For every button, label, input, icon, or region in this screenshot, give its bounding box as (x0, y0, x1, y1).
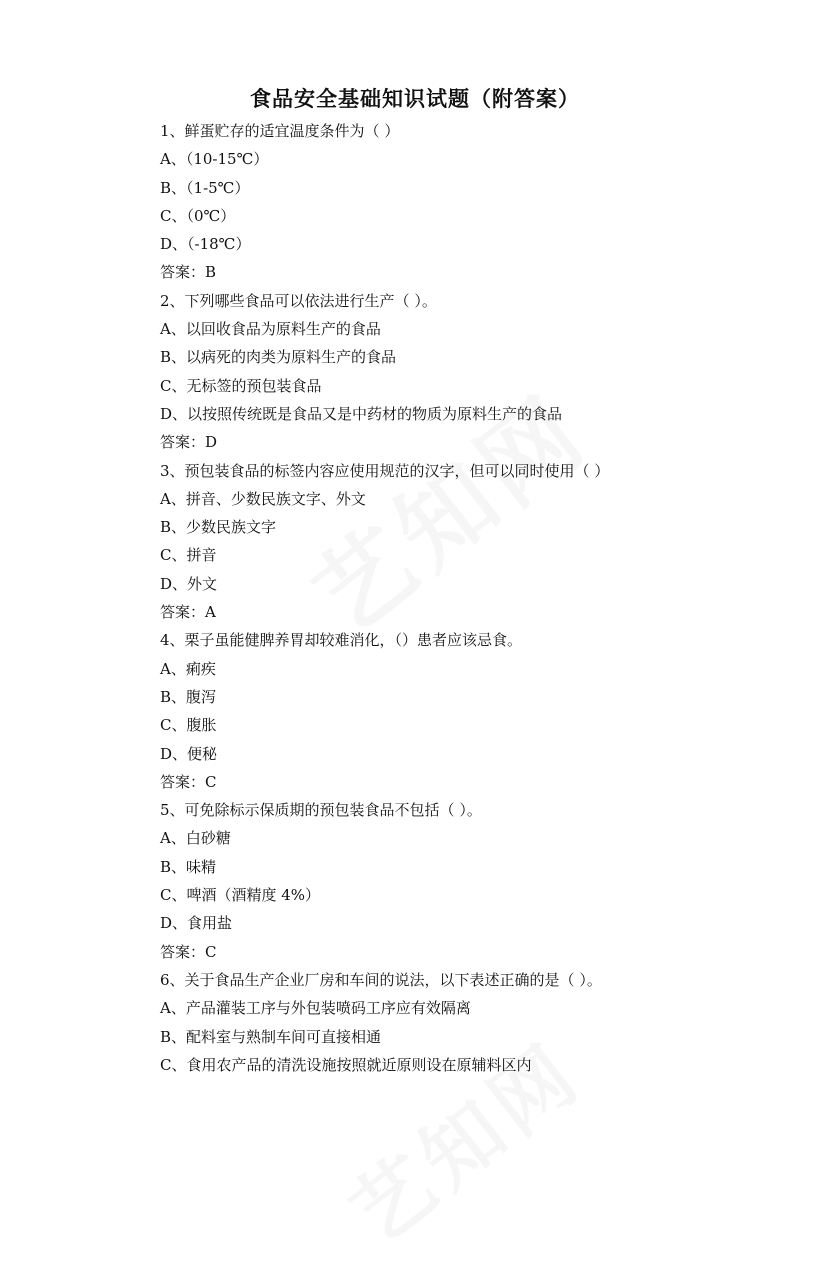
question-text: 2、下列哪些食品可以依法进行生产（ ）。 (160, 291, 437, 310)
option-text: B、配料室与熟制车间可直接相通 (160, 1027, 382, 1046)
answer-text: 答案：C (160, 772, 217, 791)
option-text: C、拼音 (160, 546, 217, 565)
option-text: D、（-18℃） (160, 235, 251, 254)
answer-text: 答案：C (160, 942, 217, 961)
option-text: B、少数民族文字 (160, 518, 277, 537)
question-text: 6、关于食品生产企业厂房和车间的说法，以下表述正确的是（ ）。 (160, 970, 602, 989)
question-text: 5、可免除标示保质期的预包装食品不包括（ ）。 (160, 801, 482, 820)
option-text: A、（10-15℃） (160, 150, 269, 169)
option-text: A、痢疾 (160, 659, 216, 678)
question-text: 1、鲜蛋贮存的适宜温度条件为（ ） (160, 122, 400, 140)
option-text: B、味精 (160, 857, 217, 876)
option-text: D、食用盐 (160, 914, 233, 933)
question-text: 4、栗子虽能健脾养胃却较难消化，（）患者应该忌食。 (160, 631, 523, 650)
option-text: C、腹胀 (160, 716, 217, 735)
question-text: 3、预包装食品的标签内容应使用规范的汉字，但可以同时使用（ ） (160, 461, 610, 480)
option-text: A、产品灌装工序与外包装喷码工序应有效隔离 (160, 999, 471, 1018)
option-text: C、啤酒（酒精度 4%） (160, 886, 321, 905)
option-text: C、食用农产品的清洗设施按照就近原则设在原辅料区内 (160, 1055, 532, 1074)
option-text: D、便秘 (160, 744, 218, 763)
option-text: B、以病死的肉类为原料生产的食品 (160, 348, 397, 367)
option-text: A、以回收食品为原料生产的食品 (160, 320, 381, 339)
option-text: B、腹泻 (160, 687, 217, 706)
option-text: A、白砂糖 (160, 829, 231, 848)
option-text: B、（1-5℃） (160, 178, 250, 197)
option-text: C、（0℃） (160, 206, 236, 225)
question-list (160, 117, 720, 1079)
answer-text: 答案：D (160, 433, 218, 452)
option-text: A、拼音、少数民族文字、外文 (160, 489, 366, 508)
answer-text: 答案：B (160, 263, 217, 282)
option-text: C、无标签的预包装食品 (160, 376, 322, 395)
answer-text: 答案：A (160, 603, 216, 622)
document-title: 食品安全基础知识试题（附答案） (250, 86, 580, 111)
option-text: D、以按照传统既是食品又是中药材的物质为原料生产的食品 (160, 404, 563, 423)
option-text: D、外文 (160, 574, 218, 593)
